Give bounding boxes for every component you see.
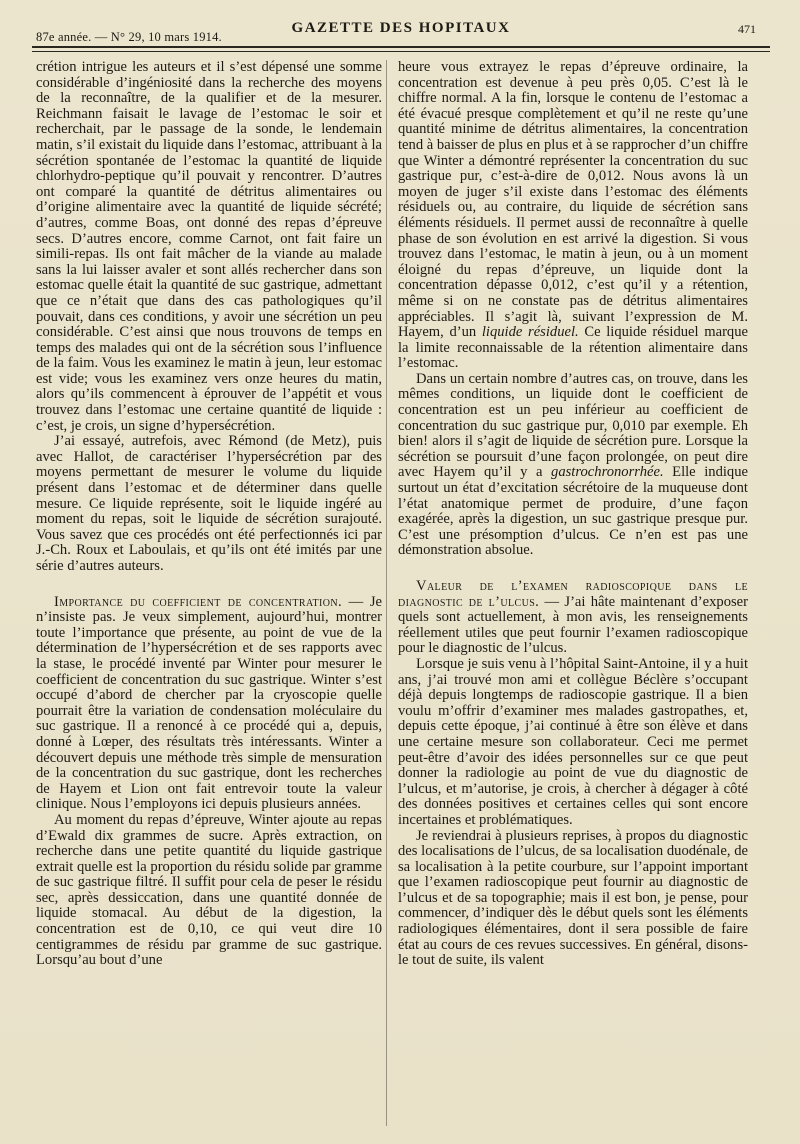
section-paragraph	[398, 579, 748, 657]
paragraph-text: — Je n’insiste pas. Je veux simplement, aujourd’hui, montrer toute l’importance que présente, au point de vue de la détermination de l’hypersécrétion et de ses rapports avec la stase, le procédé inventé par Winter pour mesurer le coefficient de concentration du suc gastrique. Winter s’est occupé d’abord de chercher par la cryoscopie quelle pourrait être la variation de condensation moléculaire du suc gastrique. Il a renoncé à ce procédé qui a, depuis, donné à Lœper, des résultats très intéressants. Winter a découvert depuis une méthode très simple de mensuration de la concentration du suc gastrique, dont les recherches de Hayem et Lion ont fait entrevoir toute la valeur clinique. Nous l’employons ici depuis plusieurs années.	[36, 593, 382, 813]
paragraph: J’ai essayé, autrefois, avec Rémond (de Metz), puis avec Hallot, de caractériser l’hypersécrétion par des moyens permettant de mesurer le volume du liquide présent dans l’estomac et de déterminer dans quelle mesure. Ce liquide représente, soit le liquide ingéré au moment du repas, soit le liquide de sécrétion surajouté. Vous savez que ces procédés ont été perfectionnés ici par J.-Ch. Roux et Laboulais, et qu’ils ont été imités par une série d’autres auteurs.	[36, 433, 382, 574]
section-paragraph	[36, 595, 382, 813]
paragraph-text: Dans un certain nombre d’autres cas, on trouve, dans les mêmes conditions, un liquide dont le coefficient de concentration est un peu inférieur au coefficient de concentration du suc gastrique pur, 0,010 par exemple. Eh bien! alors il s’agit de liquide de sécrétion pure. Lorsque la sécrétion se poursuit d’une façon prolongée, on peut dire avec Hayem qu’il y a	[398, 370, 748, 481]
journal-title: GAZETTE DES HOPITAUX	[291, 20, 511, 36]
paragraph	[398, 372, 748, 559]
paragraph-text: Ce liquide résiduel marque la limite reconnaissable de la rétention alimentaire dans l’estomac.	[398, 324, 748, 372]
italic-term: gastrochronorrhée.	[551, 464, 664, 481]
section-heading: Valeur de l’examen radioscopique dans le diagnostic de l’ulcus.	[398, 578, 748, 610]
paragraph-text: heure vous extrayez le repas d’épreuve ordinaire, la concentration est devenue à peu près 0,05. C’est là le chiffre normal. A la fin, lorsque le contenu de l’estomac a été évacué presque complètement et qu’il ne reste qu’une quantité minime de détritus alimentaires, la concentration tend à baisser de plus en plus et à se rapprocher d’un chiffre que Winter a démontré représenter la concentration du suc gastrique pur, c’est-à-dire de 0,012. Nous avons là un moyen de juger s’il existe dans l’estomac des éléments résiduels ou, au contraire, du liquide de sécrétion sans éléments résiduels. Il permet aussi de reconnaître à quelle phase de son évolution en est arrivé la digestion. Si vous trouvez dans l’estomac, le matin à jeun, ou à un moment éloigné du repas d’épreuve, un liquide dont la concentration dépasse 0,012, c’est qu’il y a rétention, même si on ne constate pas de détritus alimentaires appréciables. Il s’agit là, suivant l’expression de M. Hayem, d’un	[398, 59, 748, 341]
paragraph: Lorsque je suis venu à l’hôpital Saint-Antoine, il y a huit ans, j’ai trouvé mon ami et collègue Béclère s’occupant déjà depuis longtemps de radioscopie gastrique. Il a bien voulu m’offrir d’examiner mes malades gastropathes, et, depuis cette époque, j’ai continué à être son élève et dans une certaine mesure son collaborateur. Ceci me permet peut-être d’avoir des idées personnelles sur ce que peut donner la radiologie au point de vue du diagnostic de l’ulcus, et m’autorise, je crois, à chercher à dégager à côté des données positives et certaines celles qui sont encore incertaines et problématiques.	[398, 655, 748, 828]
issue-info: 87e année. — N° 29, 10 mars 1914.	[36, 30, 222, 44]
page-header	[32, 12, 770, 46]
column-divider	[386, 60, 387, 1126]
header-rule-thick	[32, 46, 770, 48]
paragraph-text: Elle indique surtout un état d’excitation sécrétoire de la muqueuse dont l’état anatomique permet de produire, d’une façon exagérée, après la digestion, un suc gastrique presque pur. C’est une présomption d’ulcus. Ce n’en est pas une démonstration absolue.	[398, 464, 748, 559]
right-column	[398, 60, 748, 969]
left-column	[36, 60, 382, 969]
paragraph: Au moment du repas d’épreuve, Winter ajoute au repas d’Ewald dix grammes de sucre. Après extraction, on recherche dans une petite quantité du liquide gastrique extrait quelle est la proportion du résidu solide par gramme de suc gastrique filtré. Il suffit pour cela de peser le résidu sec, après dessiccation, dans une quantité donnée de liquide stomacal. Au début de la digestion, la concentration est de 0,10, ce qui veut dire 10 centigrammes de résidu par gramme de suc gastrique. Lorsqu’au bout d’une	[36, 811, 382, 969]
italic-term: liquide résiduel.	[481, 324, 579, 341]
paragraph	[398, 60, 748, 372]
paragraph-text: — J’ai hâte maintenant d’exposer quels sont actuellement, à mon avis, les renseignements réellement utiles que peut fournir l’examen radioscopique pour le diagnostic de l’ulcus.	[398, 593, 749, 657]
header-rule-thin	[32, 51, 770, 52]
page-number: 471	[738, 22, 756, 36]
paragraph: crétion intrigue les auteurs et il s’est dépensé une somme considérable d’ingéniosité dans la recherche des moyens de la reconnaître, de la qualifier et de la mesurer. Reichmann faisait le lavage de l’estomac le soir et recherchait, par le passage de la sonde, le lendemain matin, s’il existait du liquide dans l’estomac, attribuant à la sécrétion spontanée de l’estomac la quantité de liquide chlorhydro-peptique qu’il pouvait y rencontrer. D’autres ont comparé la quantité de détritus alimentaires ou d’origine alimentaire avec la quantité de liquide sécrété; d’autres, comme Boas, ont donné des repas d’épreuve secs. D’autres encore, comme Carnot, ont fait faire un simili-repas. Ils ont fait mâcher de la viande au malade sans la lui laisser avaler et sont allés rechercher dans son estomac quelle était la quantité de suc gastrique, admettant que ce n’était que dans des cas pathologiques qu’il pouvait, dans ces conditions, y avoir une sécrétion un peu considérable. C’est ainsi que nous trouvons de temps en temps des malades qui ont de la sécrétion sous l’influence de la faim. Vous les examinez le matin à jeun, leur estomac est vide; vous les examinez vers onze heures du matin, alors qu’ils commencent à éprouver de l’appétit et vous trouvez dans l’estomac une certaine quantité de liquide : c’est, je crois, un signe d’hypersécrétion.	[36, 59, 382, 434]
section-heading: Importance du coefficient de concentration.	[54, 593, 342, 610]
paragraph: Je reviendrai à plusieurs reprises, à propos du diagnostic des localisations de l’ulcus, de sa localisation duodénale, de sa localisation à la petite courbure, sur l’appoint important que l’examen radioscopique peut fournir au diagnostic de l’ulcus et de sa topographie; mais il est bon, je pense, pour commencer, d’indiquer dès le début quels sont les éléments radiologiques élémentaires, dont il sera possible de faire état au cours de ces revues successives. En général, disons-le tout de suite, ils valent	[398, 827, 748, 969]
